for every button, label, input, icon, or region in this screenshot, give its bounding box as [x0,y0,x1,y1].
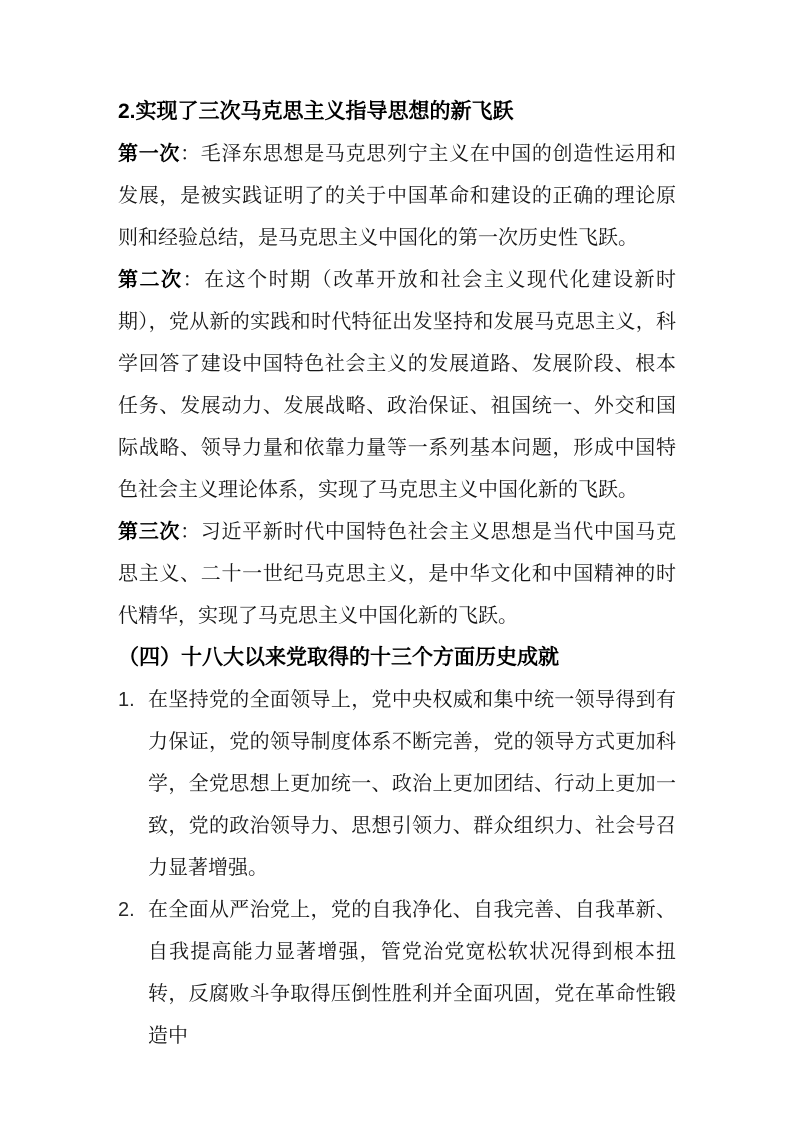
list-item-text: 在坚持党的全面领导上，党中央权威和集中统一领导得到有力保证，党的领导制度体系不断完善，党的领导方式更加科学，全党思想上更加统一、政治上更加团结、行动上更加一致，党的政治领导力、思想引领力、群众组织力、社会号召力显著增强。 [148,689,676,879]
paragraph-first-leap [118,133,676,259]
list-item [118,679,676,889]
paragraph-body-third: ：习近平新时代中国特色社会主义思想是当代中国马克思主义、二十一世纪马克思主义，是中华文化和中国精神的时代精华，实现了马克思主义中国化新的飞跃。 [118,521,677,627]
list-item-text: 在全面从严治党上，党的自我净化、自我完善、自我革新、自我提高能力显著增强，管党治党宽松软状况得到根本扭转，反腐败斗争取得压倒性胜利并全面巩固，党在革命性锻造中 [148,899,676,1047]
paragraph-lead-second: 第二次 [118,269,183,291]
paragraph-lead-third: 第三次 [118,521,181,543]
paragraph-body-first: ：毛泽东思想是马克思列宁主义在中国的创造性运用和发展，是被实践证明了的关于中国革命和建设的正确的理论原则和经验总结，是马克思主义中国化的第一次历史性飞跃。 [118,143,677,249]
heading-three-leaps: 2.实现了三次马克思主义指导思想的新飞跃 [118,100,514,123]
heading-thirteen-achievements: （四）十八大以来党取得的十三个方面历史成就 [118,646,559,669]
list-item-number: 1. [118,689,135,711]
list-item [118,889,676,1057]
paragraph-second-leap [118,259,676,511]
paragraph-lead-first: 第一次 [118,143,181,165]
paragraph-third-leap [118,511,676,637]
achievement-list [118,679,676,1057]
paragraph-body-second: ：在这个时期（改革开放和社会主义现代化建设新时期），党从新的实践和时代特征出发坚持和发展马克思主义，科学回答了建设中国特色社会主义的发展道路、发展阶段、根本任务、发展动力、发展战略、政治保证、祖国统一、外交和国际战略、领导力量和依靠力量等一系列基本问题，形成中国特色社会主义理论体系，实现了马克思主义中国化新的飞跃。 [118,269,677,501]
list-item-number: 2. [118,899,135,921]
